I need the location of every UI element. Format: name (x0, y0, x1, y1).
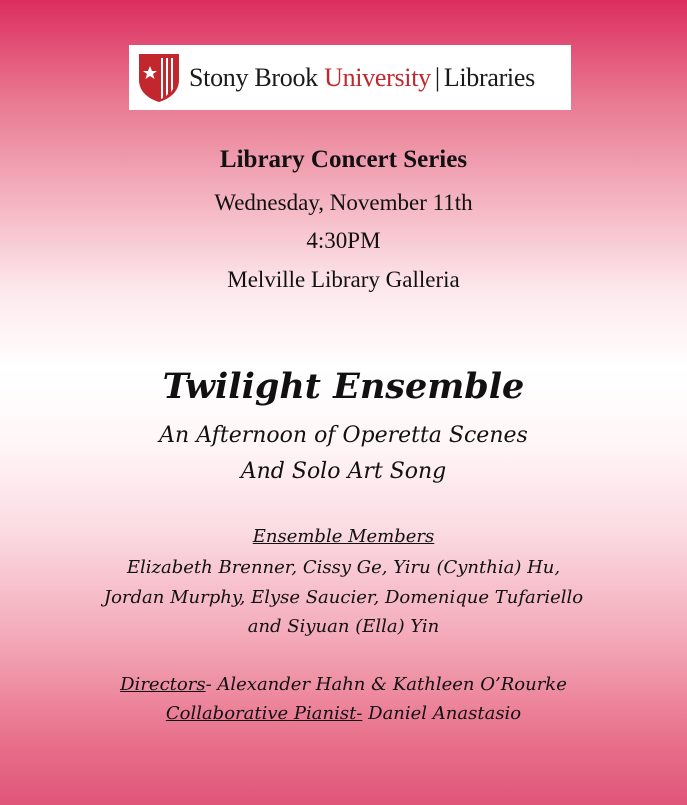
logo-wordmark (189, 63, 535, 93)
pianist-name: Daniel Anastasio (362, 703, 522, 724)
logo-libraries: Libraries (443, 62, 535, 92)
members-line1: Elizabeth Brenner, Cissy Ge, Yiru (Cynthia) Hu, (126, 557, 561, 578)
concert-series-title: Library Concert Series (219, 146, 468, 173)
logo-stony-brook: Stony Brook (189, 62, 325, 92)
logo-separator: | (434, 62, 440, 92)
members-line2: Jordan Murphy, Elyse Saucier, Domenique Tufariello (103, 587, 584, 608)
directors-label: Directors (120, 674, 206, 695)
directors-credit (0, 674, 687, 695)
ensemble-title: Twilight Ensemble (162, 366, 525, 407)
pianist-label: Collaborative Pianist- (165, 703, 363, 724)
members-heading: Ensemble Members (252, 526, 435, 547)
members-line3: and Siyuan (Ella) Yin (247, 616, 440, 637)
event-time: 4:30PM (306, 228, 381, 253)
event-date: Wednesday, November 11th (214, 190, 473, 215)
logo-university: University (324, 62, 431, 92)
ensemble-subtitle-line2: And Solo Art Song (240, 459, 447, 484)
university-libraries-logo (129, 45, 571, 110)
event-venue: Melville Library Galleria (227, 267, 460, 292)
pianist-credit (0, 703, 687, 724)
directors-names: - Alexander Hahn & Kathleen O’Rourke (205, 674, 567, 695)
university-shield-icon (137, 52, 181, 104)
ensemble-subtitle-line1: An Afternoon of Operetta Scenes (159, 423, 528, 448)
